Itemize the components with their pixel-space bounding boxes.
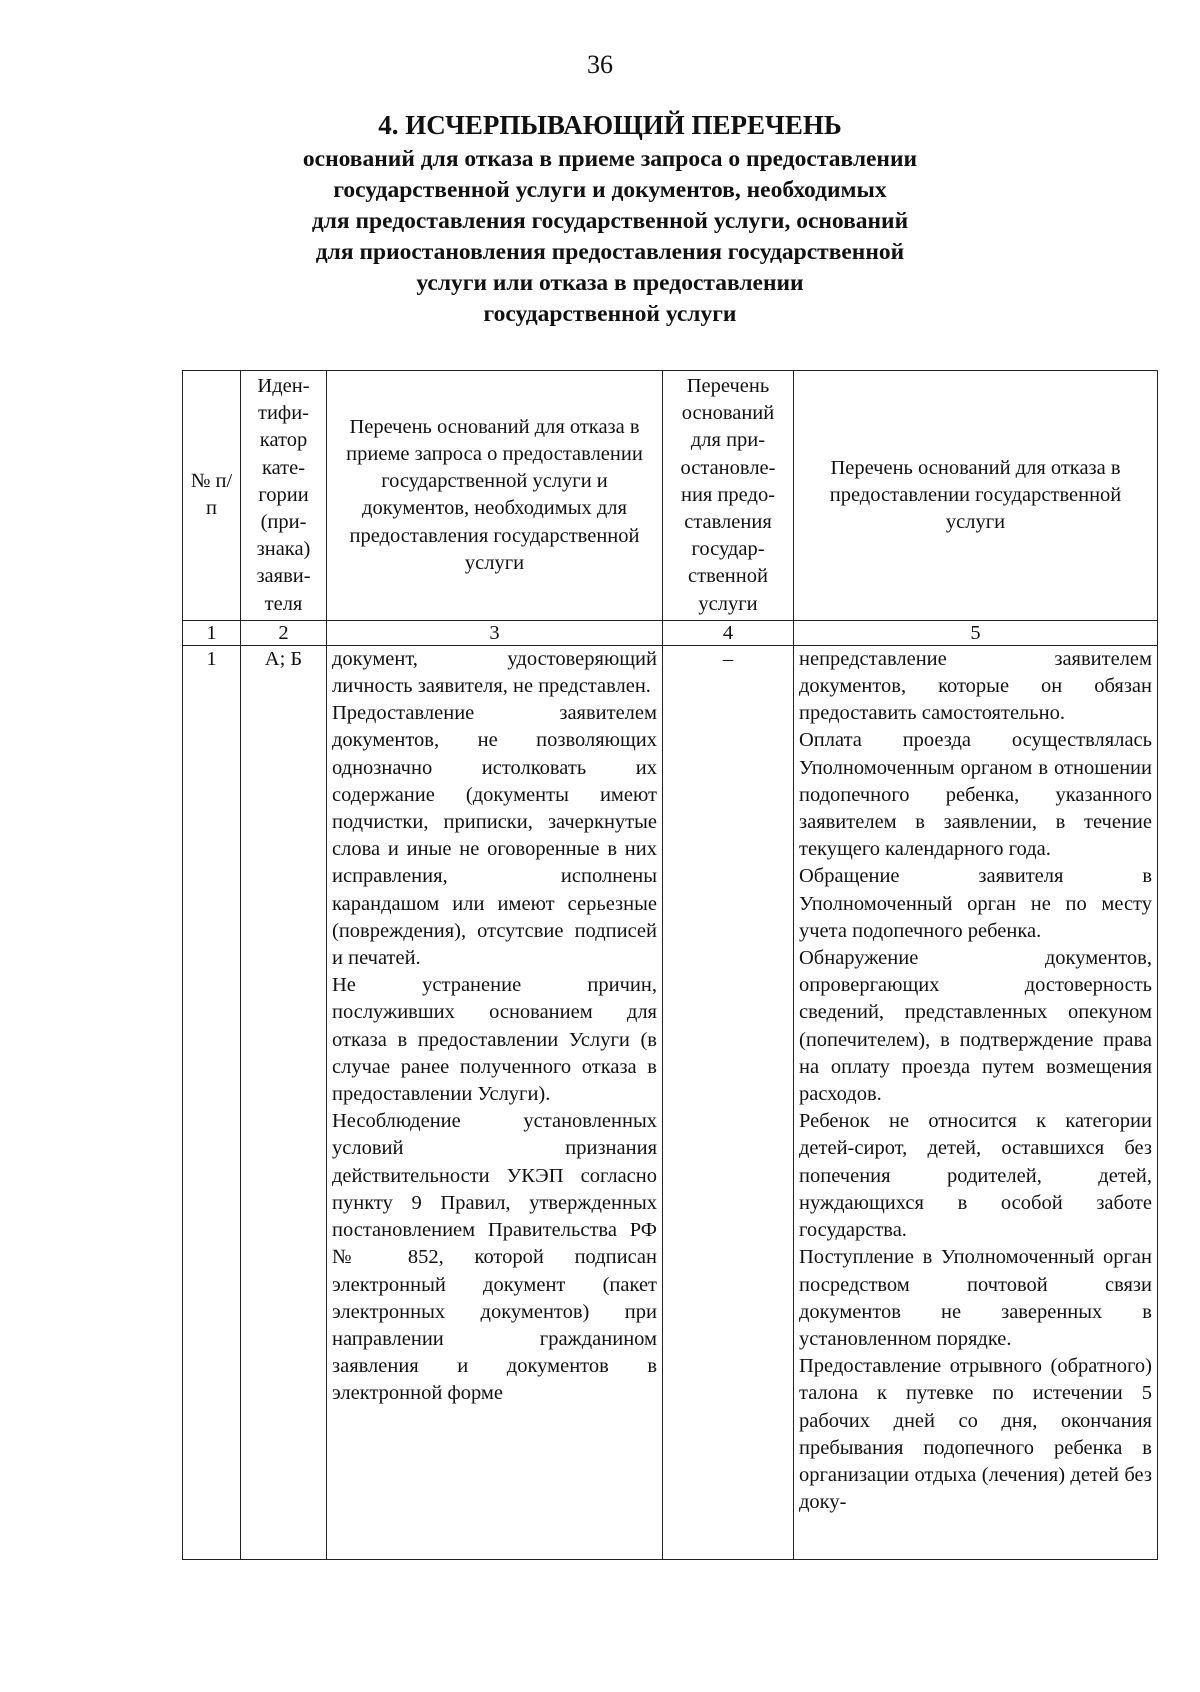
refusal-acceptance-grounds (327, 645, 663, 1559)
ground-item: Несоблюдение установленных условий признания действительности УКЭП согласно пункту 9 Правил, утвержденных постановлением Правительства РФ № 852, которой подписан электронный документ (пакет электронных документов) при направлении гражданином заявления и документов в электронной форме (332, 1110, 657, 1405)
section-subtitle-line: для приостановления предоставления государственной (315, 239, 905, 265)
column-number: 2 (241, 620, 327, 645)
row-number: 1 (183, 645, 241, 1559)
ground-item: Поступление в Уполномоченный орган посредством почтовой связи документов не заверенных в установленном порядке. (799, 1246, 1152, 1350)
ground-item: Ребенок не относится к категории детей-сирот, детей, оставшихся без попечения родителей, детей, нуждающихся в особой заботе государства. (799, 1110, 1152, 1242)
ground-item: Предоставление отрывного (обратного) талона к путевке по истечении 5 рабочих дней со дня, окончания пребывания подопечного ребенка в организации отдыха (лечения) детей без доку- (799, 1355, 1152, 1514)
column-number: 4 (663, 620, 794, 645)
ground-item: Обращение заявителя в Уполномоченный орган не по месту учета подопечного ребенка. (799, 865, 1152, 942)
section-subtitle-line: услуги или отказа в предоставлении (416, 270, 804, 296)
section-subtitle-line: государственной услуги и документов, необходимых (333, 177, 887, 203)
table-header-row (183, 371, 1158, 621)
ground-item: Обнаружение документов, опровергающих достоверность сведений, представленных опекуном (попечителем), в подтверждение права на оплату проезда путем возмещения расходов. (799, 947, 1152, 1106)
section-heading (160, 106, 1060, 330)
row-category: А; Б (241, 645, 327, 1559)
table-row (183, 645, 1158, 1559)
ground-item: Оплата проезда осуществлялась Уполномоченным органом в отношении подопечного ребенка, указанного заявителем в заявлении, в течение текущего календарного года. (799, 729, 1152, 861)
ground-item: документ, удостоверяющий личность заявителя, не представлен. (332, 647, 657, 698)
column-number: 3 (327, 620, 663, 645)
header-suspension: Перечень оснований для при-остановле-ния предо-ставления государ-ственной услуги (663, 371, 794, 621)
header-refusal-service: Перечень оснований для отказа в предоставлении государственной услуги (794, 371, 1158, 621)
section-subtitle-line: для предоставления государственной услуги, оснований (311, 208, 909, 234)
refusal-service-grounds (794, 645, 1158, 1559)
grounds-table (182, 370, 1158, 1560)
ground-item: непредставление заявителем документов, которые он обязан предоставить самостоятельно. (799, 647, 1152, 725)
header-category: Иден-тифи-катор кате-гории (при-знака) заяви-теля (241, 371, 327, 621)
section-title: 4. ИСЧЕРПЫВАЮЩИЙ ПЕРЕЧЕНЬ (378, 110, 842, 140)
ground-item: Не устранение причин, послуживших основанием для отказа в предоставлении Услуги (в случае ранее полученного отказа в предоставлении Услуги). (332, 974, 657, 1106)
header-number: № п/п (183, 371, 241, 621)
suspension-grounds: – (663, 645, 794, 1559)
column-number-row (183, 620, 1158, 645)
header-refusal-acceptance: Перечень оснований для отказа в приеме запроса о предоставлении государственной услуги и документов, необходимых для предоставления государственной услуги (327, 371, 663, 621)
column-number: 1 (183, 620, 241, 645)
page-number: 36 (587, 50, 613, 79)
section-subtitle-line: оснований для отказа в приеме запроса о предоставлении (302, 146, 918, 172)
column-number: 5 (794, 620, 1158, 645)
ground-item: Предоставление заявителем документов, не позволяющих однозначно истолковать их содержание (документы имеют подчистки, приписки, зачеркнутые слова и иные не оговоренные в них исправления, исполнены карандашом или имеют серьезные (повреждения), отсутсвие подписей и печатей. (332, 702, 657, 970)
section-subtitle-line: государственной услуги (483, 301, 737, 327)
